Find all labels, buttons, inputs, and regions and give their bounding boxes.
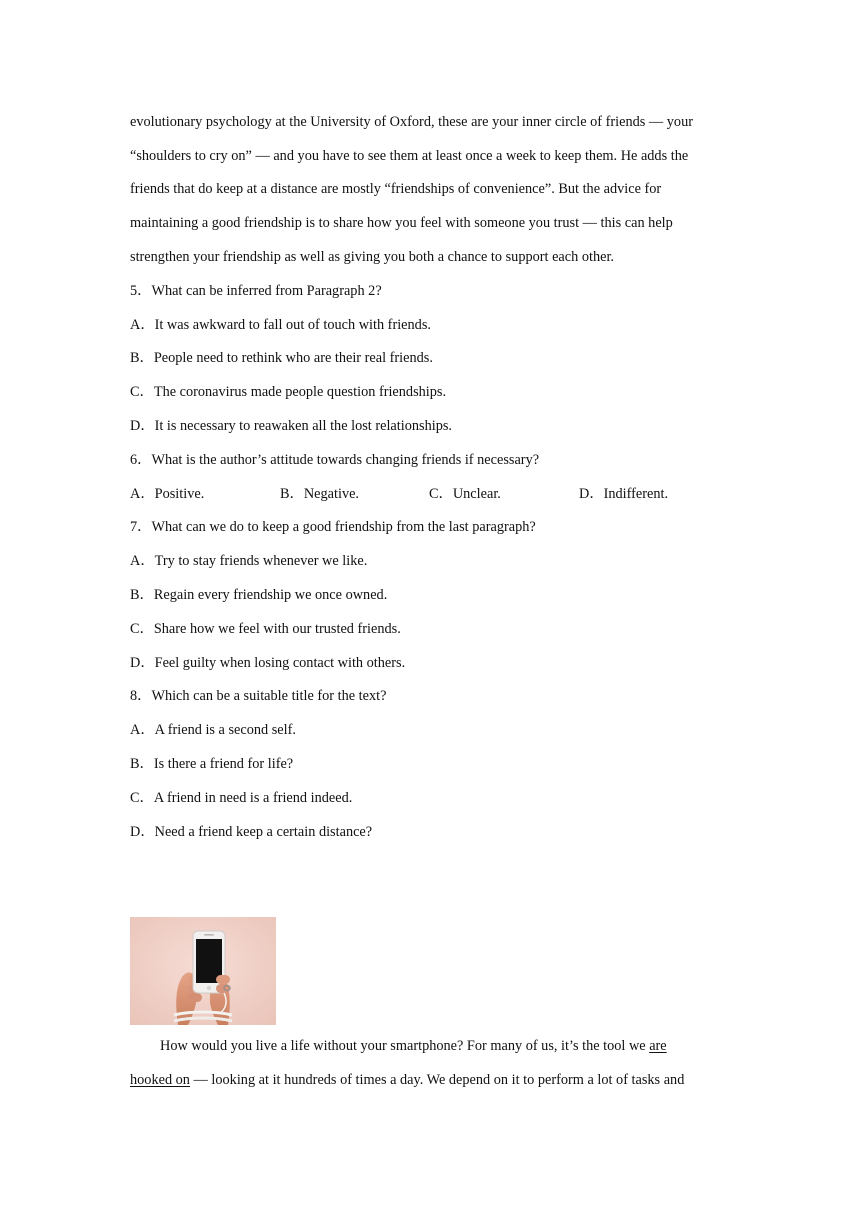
question-7-option-c: C．Share how we feel with our trusted friends.: [130, 621, 401, 637]
question-8-stem: 8．Which can be a suitable title for the text?: [130, 688, 387, 704]
underlined-phrase: hooked on: [130, 1072, 190, 1088]
question-5-option-b: B．People need to rethink who are their real friends.: [130, 350, 433, 366]
question-8-option-d: D．Need a friend keep a certain distance?: [130, 824, 373, 840]
hands-holding-smartphone-photo: [130, 917, 276, 1025]
question-7-option-b: B．Regain every friendship we once owned.: [130, 587, 388, 603]
question-6-option-a: A．Positive.: [130, 486, 205, 502]
question-6-stem: 6．What is the author’s attitude towards changing friends if necessary?: [130, 452, 540, 468]
passage-line-1: [160, 1036, 667, 1056]
question-5-option-d: D．It is necessary to reawaken all the lost relationships.: [130, 418, 452, 434]
question-7-option-a: A．Try to stay friends whenever we like.: [130, 553, 368, 569]
question-5-option-c: C．The coronavirus made people question friendships.: [130, 384, 447, 400]
question-5-option-a: A．It was awkward to fall out of touch with friends.: [130, 317, 431, 333]
paragraph-line: “shoulders to cry on” — and you have to see them at least once a week to keep them. He adds the: [130, 148, 689, 164]
paragraph-line: evolutionary psychology at the University of Oxford, these are your inner circle of friends — your: [130, 114, 693, 130]
question-8-option-a: A．A friend is a second self.: [130, 722, 296, 738]
question-5-stem: 5．What can be inferred from Paragraph 2?: [130, 283, 382, 299]
question-7-option-d: D．Feel guilty when losing contact with others.: [130, 655, 406, 671]
question-6-option-d: D．Indifferent.: [579, 486, 669, 502]
paragraph-line: friends that do keep at a distance are mostly “friendships of convenience”. But the advice for: [130, 181, 662, 197]
paragraph-line: maintaining a good friendship is to share how you feel with someone you trust — this can help: [130, 215, 673, 231]
underlined-phrase: are: [649, 1038, 667, 1054]
question-6-option-b: B．Negative.: [280, 486, 360, 502]
passage-text: How would you live a life without your smartphone? For many of us, it’s the tool we: [160, 1038, 650, 1054]
passage-text: — looking at it hundreds of times a day. We depend on it to perform a lot of tasks and: [189, 1072, 685, 1088]
passage-line-2: [130, 1070, 684, 1090]
question-6-option-c: C．Unclear.: [429, 486, 501, 502]
question-7-stem: 7．What can we do to keep a good friendship from the last paragraph?: [130, 519, 536, 535]
question-6-options: [130, 484, 730, 504]
question-8-option-b: B．Is there a friend for life?: [130, 756, 294, 772]
paragraph-line: strengthen your friendship as well as giving you both a chance to support each other.: [130, 249, 614, 265]
question-8-option-c: C．A friend in need is a friend indeed.: [130, 790, 353, 806]
